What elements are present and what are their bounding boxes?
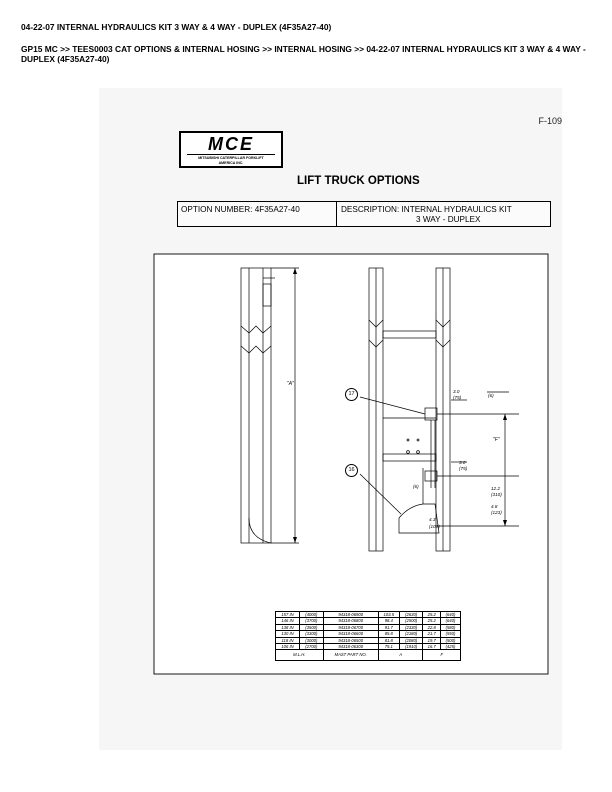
table-cell-mlh-in: 138 IN — [276, 624, 300, 630]
table-cell-f-mm: (640) — [440, 618, 460, 624]
table-cell-a-mm: (2080) — [399, 637, 423, 643]
document-title: 04-22-07 INTERNAL HYDRAULICS KIT 3 WAY & 4 WAY - DUPLEX (4F35A27-40) — [21, 22, 332, 32]
table-cell-mlh-in: 130 IN — [276, 631, 300, 637]
dimension-4: 12.2 — [491, 486, 500, 491]
table-cell-part: 94318-06700 — [323, 624, 378, 630]
table-cell-mlh-in: 106 IN — [276, 644, 300, 650]
table-cell-a-mm: (2630) — [399, 612, 423, 618]
table-cell-f-mm: (500) — [440, 637, 460, 643]
dimension-6-mm: (109) — [429, 524, 440, 529]
table-cell-mlh-in: 157 IN — [276, 612, 300, 618]
table-cell-part: 94318-06900 — [323, 612, 378, 618]
table-cell-a-in: 81.8 — [378, 637, 399, 643]
dimension-2: (6) — [488, 393, 494, 398]
table-cell-a-mm: (2500) — [399, 618, 423, 624]
table-cell-f-in: 25.2 — [423, 618, 440, 624]
dimension-7: 4.8 — [491, 504, 498, 509]
dimension-a-label: "A" — [287, 381, 294, 387]
table-cell-f-mm: (580) — [440, 624, 460, 630]
table-cell-part: 94318-06600 — [323, 631, 378, 637]
table-cell-a-in: 75.1 — [378, 644, 399, 650]
table-cell-a-mm: (2330) — [399, 624, 423, 630]
dimension-4-mm: (310) — [491, 492, 502, 497]
table-cell-a-mm: (1910) — [399, 644, 423, 650]
header-mlh: M.L.H. — [276, 650, 324, 661]
table-cell-mlh-mm: (2700) — [300, 644, 324, 650]
option-description-line-2: 3 WAY - DUPLEX — [416, 215, 481, 224]
callout-17: 17 — [345, 388, 358, 401]
breadcrumb: GP15 MC >> TEES0003 CAT OPTIONS & INTERNAL HOSING >> INTERNAL HOSING >> 04-22-07 INTERNAL HYDRAULICS KIT 3 WAY & 4 WAY - DUPLEX (4F35A27-40) — [21, 44, 586, 64]
table-cell-f-in: 16.7 — [423, 644, 440, 650]
table-cell-mlh-in: 118 IN — [276, 637, 300, 643]
table-cell-a-in: 98.4 — [378, 618, 399, 624]
dimension-3: 3.0 — [459, 460, 466, 465]
mast-dimension-table — [275, 611, 461, 661]
header-mast-part-no: MAST PART NO. — [323, 650, 378, 661]
table-cell-part: 94318-06500 — [323, 637, 378, 643]
header-a: A — [378, 650, 423, 661]
table-cell-a-mm: (2180) — [399, 631, 423, 637]
table-cell-f-mm: (425) — [440, 644, 460, 650]
dimension-7-mm: (123) — [491, 510, 502, 515]
table-cell-mlh-mm: (3700) — [300, 618, 324, 624]
table-cell-f-in: 25.2 — [423, 612, 440, 618]
scanned-page — [99, 88, 562, 750]
logo-subtitle-line-1: MITSUBISHI CATERPILLAR FORKLIFT — [198, 156, 264, 160]
table-cell-f-in: 22.8 — [423, 624, 440, 630]
table-cell-part: 94318-06300 — [323, 644, 378, 650]
table-cell-mlh-mm: (4000) — [300, 612, 324, 618]
table-cell-a-in: 103.5 — [378, 612, 399, 618]
mce-logo — [179, 131, 283, 168]
table-cell-mlh-mm: (3000) — [300, 637, 324, 643]
table-cell-f-mm: (550) — [440, 631, 460, 637]
option-box — [177, 201, 551, 227]
option-description: DESCRIPTION: INTERNAL HYDRAULICS KIT — [341, 205, 512, 214]
table-cell-a-in: 85.8 — [378, 631, 399, 637]
table-header-row — [276, 650, 461, 661]
table-cell-f-in: 19.7 — [423, 637, 440, 643]
dimension-1: 3.0 — [453, 389, 460, 394]
table-cell-part: 94318-06800 — [323, 618, 378, 624]
dimension-5: (6) — [413, 484, 419, 489]
logo-subtitle — [183, 156, 279, 165]
table-cell-mlh-in: 146 IN — [276, 618, 300, 624]
page-number: F-109 — [538, 116, 562, 126]
table-cell-mlh-mm: (3300) — [300, 631, 324, 637]
table-cell-f-in: 21.7 — [423, 631, 440, 637]
logo-rule — [187, 154, 275, 155]
dimension-3-mm: (75) — [459, 466, 468, 471]
table-cell-mlh-mm: (3500) — [300, 624, 324, 630]
dimension-1-mm: (75) — [453, 395, 462, 400]
logo-mark: MCE — [208, 134, 254, 154]
dimension-f-label: "F" — [493, 437, 500, 443]
dimension-6: 4.3 — [429, 517, 436, 522]
logo-subtitle-line-2: AMERICA INC. — [218, 160, 244, 165]
callout-16: 16 — [345, 464, 358, 477]
table-cell-f-mm: (640) — [440, 612, 460, 618]
sheet-title: LIFT TRUCK OPTIONS — [297, 175, 420, 187]
table-cell-a-in: 91.7 — [378, 624, 399, 630]
header-f: F — [423, 650, 461, 661]
option-number: OPTION NUMBER: 4F35A27-40 — [181, 205, 300, 214]
mast-table-body — [276, 612, 461, 650]
option-divider — [336, 202, 337, 226]
